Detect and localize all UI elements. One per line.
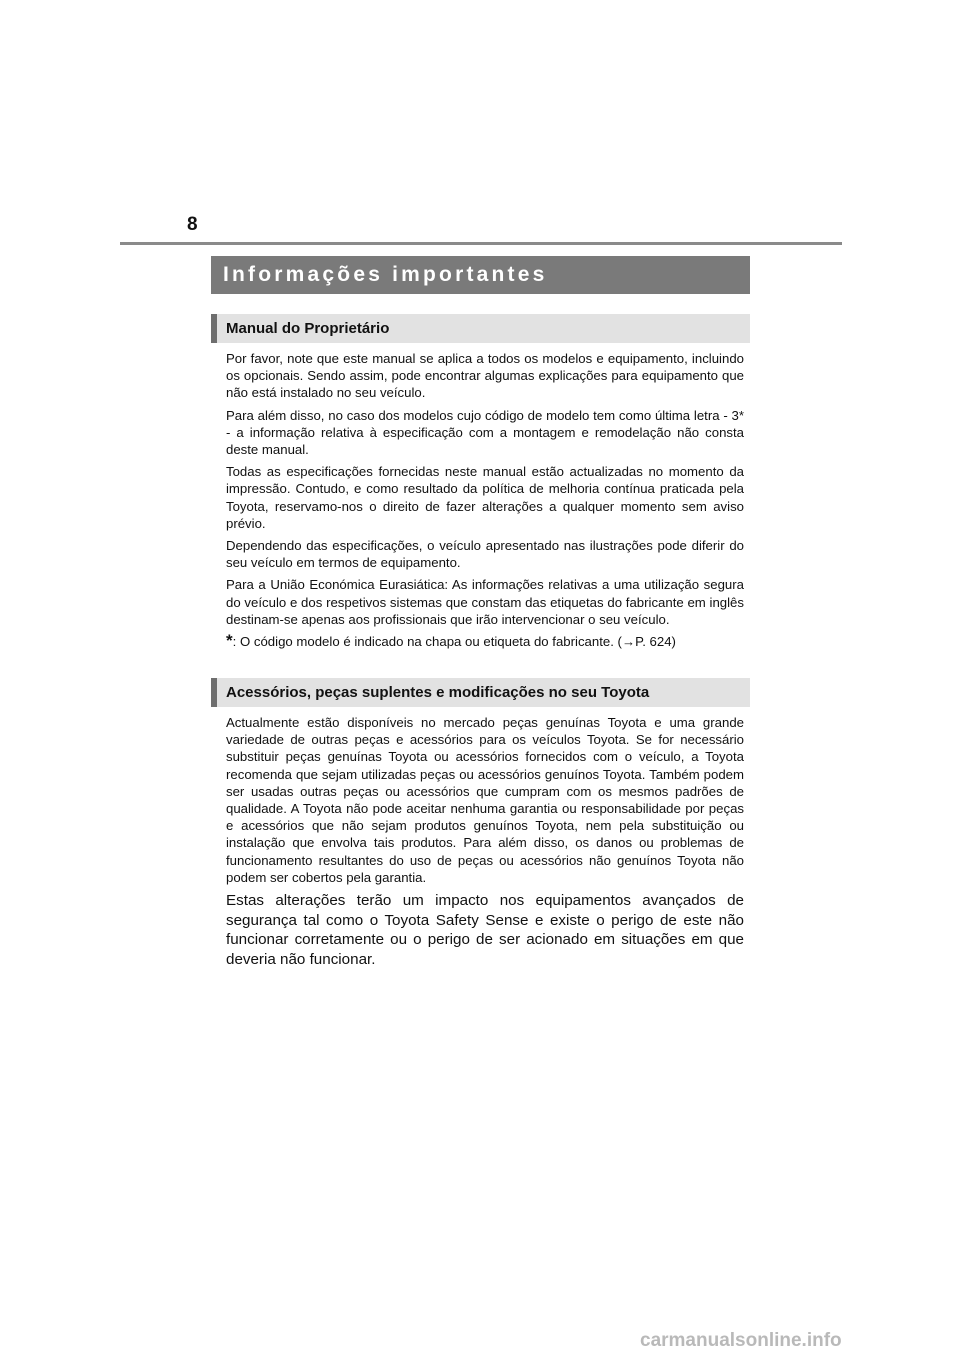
paragraph: Todas as especificações fornecidas neste manual estão actualizadas no momento da impressão. Contudo, e como resultado da política de melhoria contínua praticada pela Toyota, reservamo-nos o direito de fazer alterações a qualquer momento sem aviso prévio.	[226, 464, 744, 531]
watermark: carmanualsonline.info	[640, 1330, 842, 1351]
paragraph: Para a União Económica Eurasiática: As informações relativas a uma utilização segura do veículo e dos respetivos sistemas que constam das etiquetas do fabricante em inglês destinam-se apenas aos profissionais que irão intervencionar o seu veículo.	[226, 577, 744, 627]
paragraph: Dependendo das especificações, o veículo apresentado nas ilustrações pode diferir do seu veículo em termos de equipamento.	[226, 538, 744, 571]
paragraph: Actualmente estão disponíveis no mercado peças genuínas Toyota e uma grande variedade de outras peças e acessórios para os veículos Toyota. Se for necessário substituir peças genuínas Toyota ou acessórios fornecidos com o veículo, a Toyota recomenda que sejam utilizadas peças ou acessórios genuínos Toyota. Também podem ser usadas outras peças ou acessórios que cumpram com os mesmos padrões de qualidade. A Toyota não pode aceitar nenhuma garantia ou responsabilidade por peças e acessórios que não sejam produtos genuínos Toyota, nem pela substituição ou instalação que envolva tais produtos. Para além disso, os danos ou problemas de funcionamento resultantes do uso de peças ou acessórios não genuínos Toyota não podem ser cobertos pela garantia.	[226, 715, 744, 885]
section-body-manual	[226, 350, 744, 650]
section-body-accessories	[226, 714, 744, 974]
page-number: 8	[187, 214, 198, 235]
paragraph: Para além disso, no caso dos modelos cujo código de modelo tem como última letra - 3* - a informação relativa à especificação com a montagem e remodelação não consta deste manual.	[226, 407, 744, 458]
paragraph: Por favor, note que este manual se aplica a todos os modelos e equipamento, incluindo os opcionais. Sendo assim, pode encontrar algumas explicações para equipamento que não está instalado no seu veículo.	[226, 351, 744, 401]
footnote-text: : O código modelo é indicado na chapa ou etiqueta do fabricante. (→P. 624)	[232, 634, 676, 650]
footnote-marker: *	[226, 631, 233, 651]
page-title: Informações importantes	[211, 256, 750, 294]
section-heading-manual: Manual do Proprietário	[211, 314, 750, 343]
header-rule	[120, 242, 842, 245]
footnote	[226, 633, 744, 650]
section-heading-accessories: Acessórios, peças suplentes e modificações no seu Toyota	[211, 678, 750, 707]
paragraph: Estas alterações terão um impacto nos equipamentos avançados de segurança tal como o Toyota Safety Sense e existe o perigo de este não funcionar corretamente ou o perigo de ser acionado em situações em que deveria não funcionar.	[226, 892, 744, 968]
